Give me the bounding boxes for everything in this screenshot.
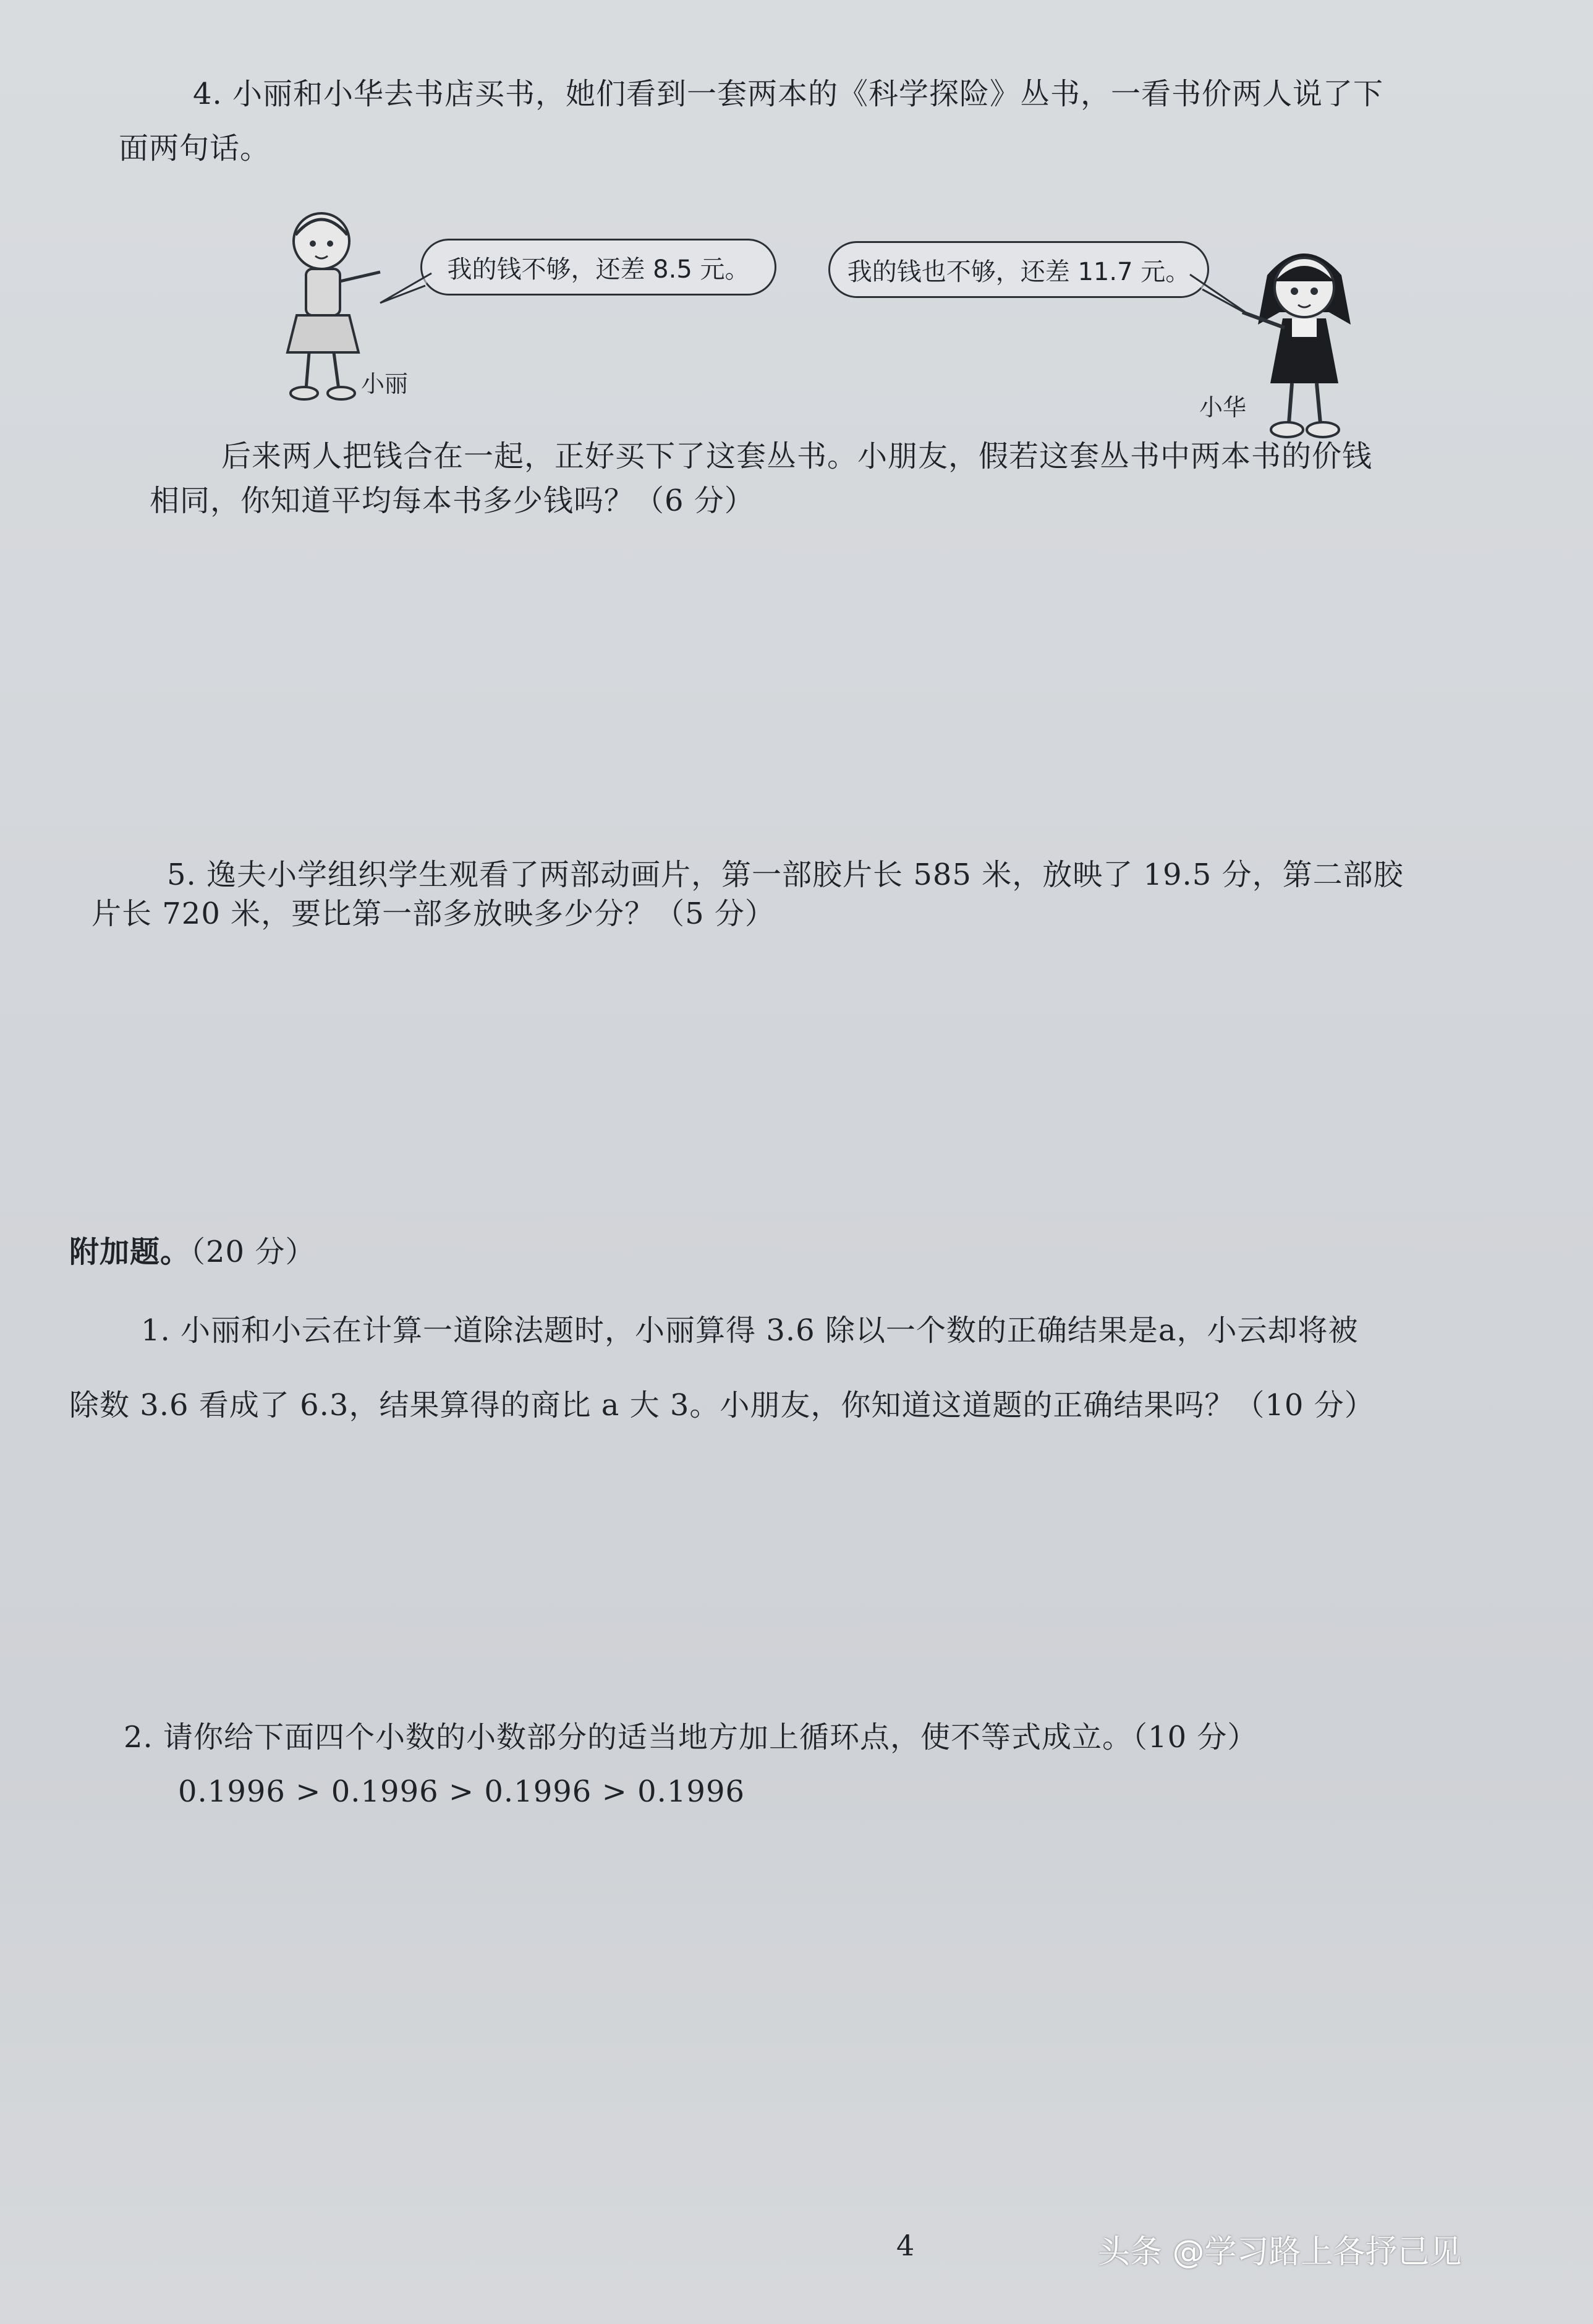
q4-text-line4: 相同，你知道平均每本书多少钱吗？（6 分） <box>150 483 755 518</box>
xiaoli-name: 小丽 <box>361 370 409 398</box>
bonus-q1-line2: 除数 3.6 看成了 6.3，结果算得的商比 a 大 3。小朋友，你知道这道题的正确结果吗？（10 分） <box>69 1388 1375 1423</box>
bonus-q2-inequality: 0.1996 > 0.1996 > 0.1996 > 0.1996 <box>178 1774 746 1809</box>
bonus-q1-line1: 1. 小丽和小云在计算一道除法题时，小丽算得 3.6 除以一个数的正确结果是a，小云却将被 <box>141 1313 1359 1348</box>
q5-text-line2: 片长 720 米，要比第一部多放映多少分？（5 分） <box>91 896 775 931</box>
q4-text-line2: 面两句话。 <box>119 131 271 166</box>
q4-text-line1: 4. 小丽和小华去书店买书，她们看到一套两本的《科学探险》丛书，一看书价两人说了下 <box>193 77 1384 111</box>
bubble-tail-left <box>377 272 433 309</box>
xiaohua-illustration <box>1230 238 1378 448</box>
q4-text-line3: 后来两人把钱合在一起，正好买下了这套丛书。小朋友，假若这套丛书中两本书的价钱 <box>221 439 1373 474</box>
xiaohua-speech-text: 我的钱也不够，还差 11.7 元。 <box>847 257 1191 286</box>
xiaoli-speech-text: 我的钱不够，还差 8.5 元。 <box>447 255 750 284</box>
bonus-heading <box>69 1233 315 1271</box>
bonus-q2-line1: 2. 请你给下面四个小数的小数部分的适当地方加上循环点，使不等式成立。（10 分） <box>124 1720 1258 1755</box>
watermark-text: 头条 @学习路上各抒己见 <box>1098 2234 1462 2271</box>
xiaohua-name: 小华 <box>1199 394 1247 421</box>
page-number: 4 <box>896 2229 915 2262</box>
q5-text-line1: 5. 逸夫小学组织学生观看了两部动画片，第一部胶片长 585 米，放映了 19.5 分，第二部胶 <box>167 858 1404 892</box>
bonus-heading-score: （20 分） <box>190 1235 316 1269</box>
xiaohua-speech-bubble <box>828 241 1209 298</box>
xiaoli-speech-bubble <box>420 239 776 296</box>
bonus-heading-title: 附加题。 <box>69 1235 191 1269</box>
